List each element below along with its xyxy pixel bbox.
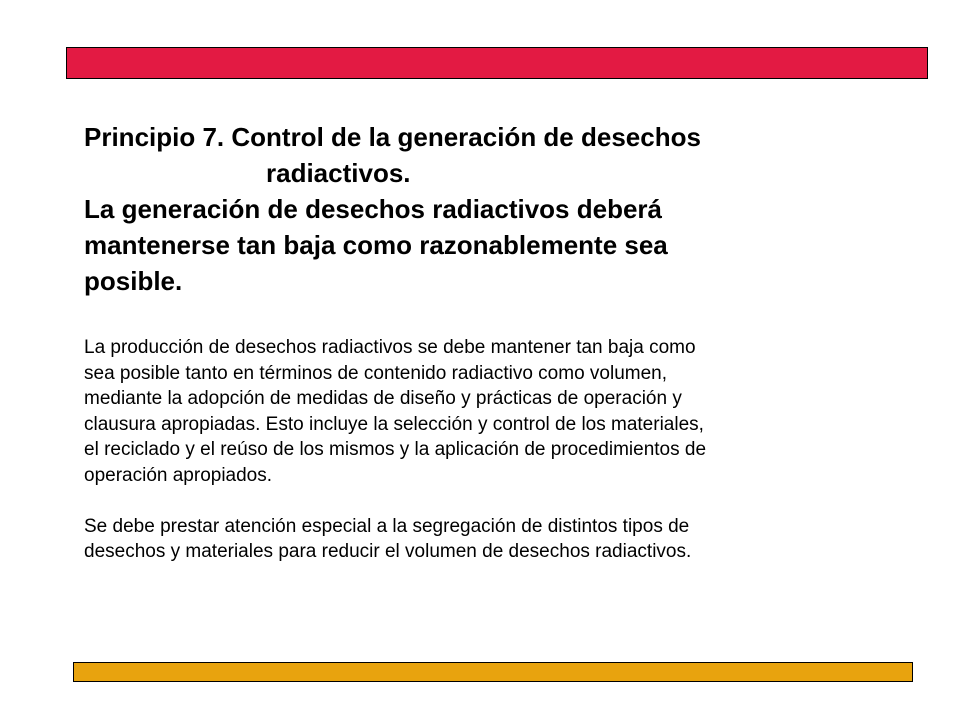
body-paragraph-2 (84, 514, 864, 565)
body-line: Se debe prestar atención especial a la segregación de distintos tipos de (84, 515, 690, 537)
title-line: Principio 7. Control de la generación de desechos (84, 122, 701, 152)
title-line: La generación de desechos radiactivos deberá (84, 194, 663, 224)
title-line: mantenerse tan baja como razonablemente sea (84, 230, 668, 260)
body-paragraph-1 (84, 335, 864, 488)
body-line: desechos y materiales para reducir el volumen de desechos radiactivos. (84, 541, 692, 562)
body-line: clausura apropiadas. Esto incluye la selección y control de los materiales, (84, 413, 704, 435)
slide-title (84, 119, 874, 299)
bottom-color-bar (73, 662, 913, 682)
title-line: radiactivos. (266, 158, 411, 188)
title-line: posible. (84, 266, 183, 296)
body-line: el reciclado y el reúso de los mismos y la aplicación de procedimientos de (84, 439, 707, 460)
slide-body (84, 335, 864, 565)
top-color-bar (66, 47, 928, 79)
body-line: La producción de desechos radiactivos se debe mantener tan baja como (84, 337, 696, 358)
body-line: operación apropiados. (84, 464, 273, 486)
body-line: mediante la adopción de medidas de diseño y prácticas de operación y (84, 388, 682, 409)
paragraph-gap (84, 488, 864, 514)
body-line: sea posible tanto en términos de contenido radiactivo como volumen, (84, 362, 668, 384)
